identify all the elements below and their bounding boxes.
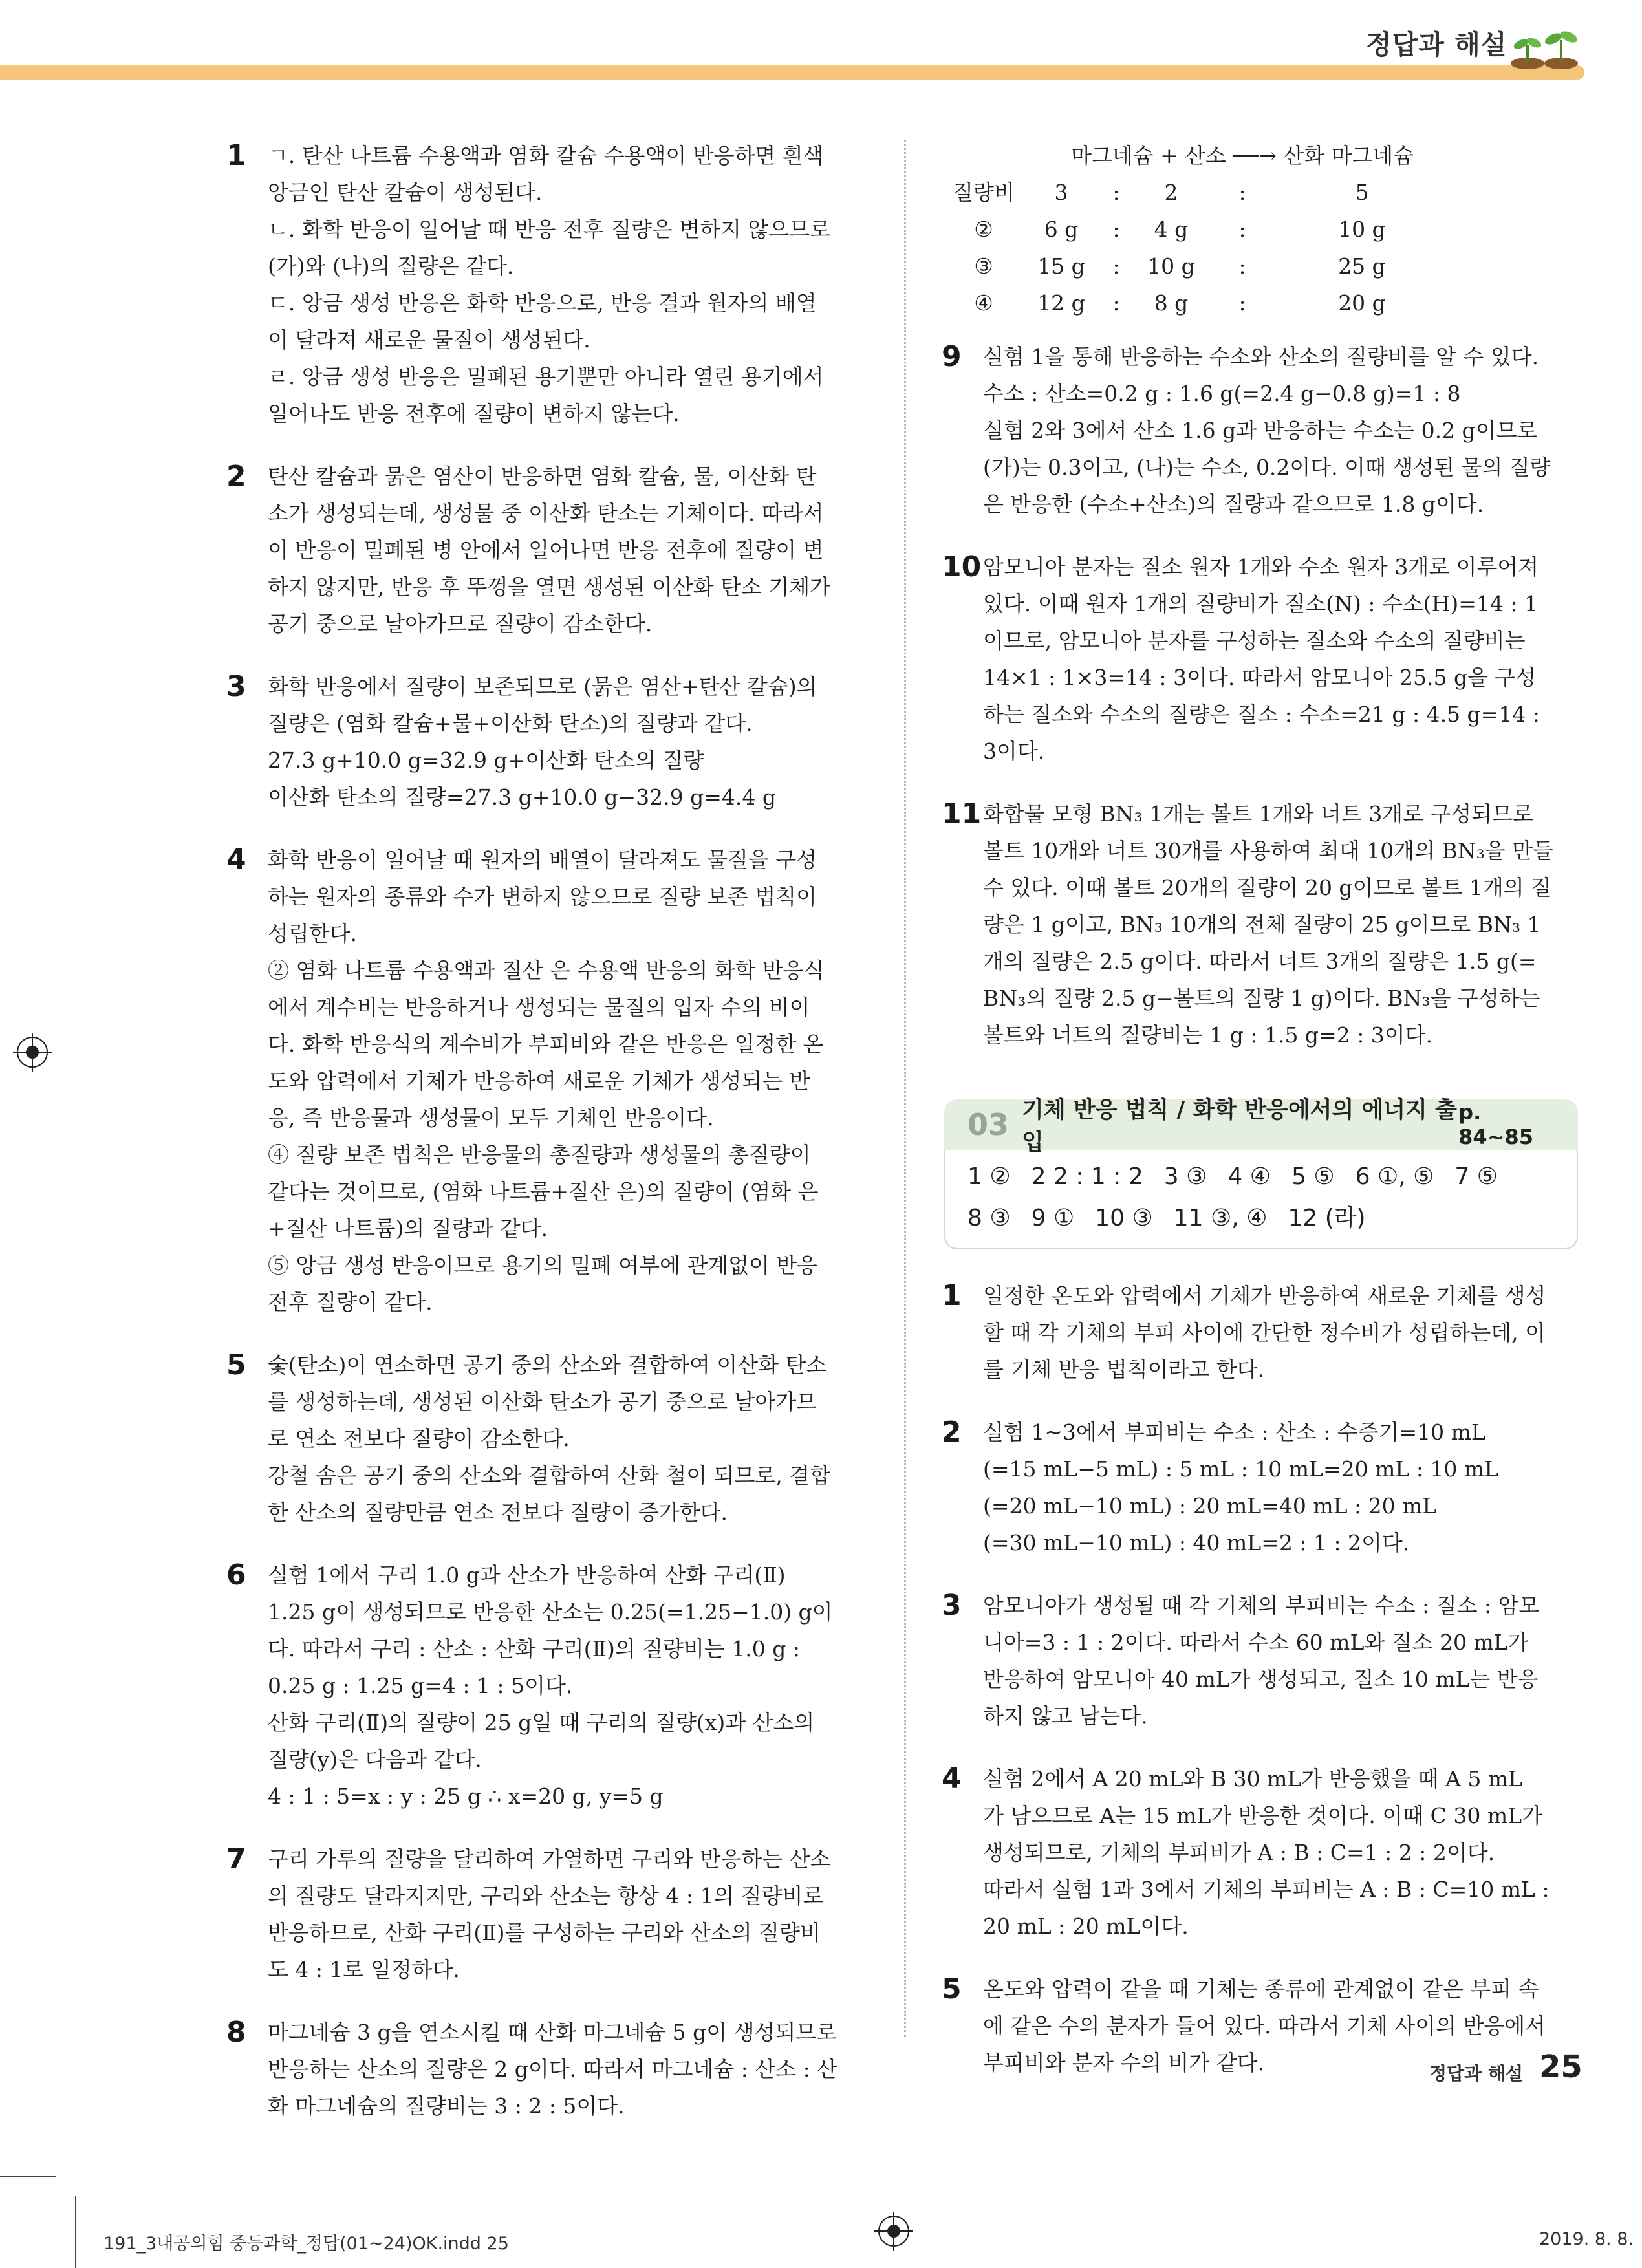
explanation-line: 4 : 1 : 5=x : y : 25 g ∴ x=20 g, y=5 g [268,1784,664,1809]
table-cell: 10 g [1147,254,1195,279]
explanation-line: 도와 압력에서 기체가 반응하여 새로운 기체가 생성되는 반 [268,1068,810,1094]
explanation-line: ② 염화 나트륨 수용액과 질산 은 수용액 반응의 화학 반응식 [268,958,825,983]
explanation-line: 량은 1 g이고, BN₃ 10개의 전체 질량이 25 g이므로 BN₃ 1 [983,912,1541,937]
section-number: 03 [967,1107,1010,1142]
explanation-line: 이산화 탄소의 질량=27.3 g+10.0 g−32.9 g=4.4 g [268,784,776,810]
explanation-line: 탄산 칼슘과 묽은 염산이 반응하면 염화 칼슘, 물, 이산화 탄 [268,464,817,489]
explanation-line: 전후 질량이 같다. [268,1290,433,1315]
explanation-line: 화합물 모형 BN₃ 1개는 볼트 1개와 너트 3개로 구성되므로 [983,801,1533,826]
section-title: 기체 반응 법칙 / 화학 반응에서의 에너지 출입 [1022,1097,1457,1156]
explanation-line: 의 질량도 달라지지만, 구리와 산소는 항상 4 : 1의 질량비로 [268,1883,824,1908]
explanation-line: 화 마그네슘의 질량비는 3 : 2 : 5이다. [268,2093,625,2119]
answer-entry: 8 ③ [967,1205,1011,1231]
explanation-line: (=30 mL−10 mL) : 40 mL=2 : 1 : 2이다. [983,1530,1410,1555]
header-bar [0,65,1584,80]
explanation-line: 니아=3 : 1 : 2이다. 따라서 수소 60 mL와 질소 20 mL가 [983,1630,1529,1655]
explanation-line: 응, 즉 반응물과 생성물이 모두 기체인 반응이다. [268,1105,714,1130]
question-number: 7 [226,1842,246,1875]
explanation-line: 하지 않지만, 반응 후 뚜껑을 열면 생성된 이산화 탄소 기체가 [268,574,830,599]
table-cell: : [1112,290,1120,316]
answer-entry: 6 ①, ⑤ [1355,1163,1434,1190]
explanation-line: 하는 질소와 수소의 질량은 질소 : 수소=21 g : 4.5 g=14 : [983,702,1540,727]
explanation-line: 따라서 실험 1과 3에서 기체의 부피비는 A : B : C=10 mL : [983,1877,1550,1902]
explanation-line: 실험 1을 통해 반응하는 수소와 산소의 질량비를 알 수 있다. [983,344,1539,369]
section-page-ref: p. 84~85 [1458,1100,1534,1149]
explanation-line: 실험 2와 3에서 산소 1.6 g과 반응하는 수소는 0.2 g이므로 [983,418,1538,443]
table-cell: 질량비 [953,180,1015,205]
table-cell: ② [974,217,993,242]
explanation-line: ㄷ. 앙금 생성 반응은 화학 반응으로, 반응 결과 원자의 배열 [268,290,817,316]
explanation-line: 구리 가루의 질량을 달리하여 가열하면 구리와 반응하는 산소 [268,1846,831,1872]
explanation-line: 마그네슘 3 g을 연소시킬 때 산화 마그네슘 5 g이 생성되므로 [268,2020,837,2045]
table-cell: : [1238,290,1246,316]
crop-mark [0,2176,56,2177]
explanation-line: 이 반응이 밀폐된 병 안에서 일어나면 반응 전후에 질량이 변 [268,537,824,563]
explanation-line: 일어나도 반응 전후에 질량이 변하지 않는다. [268,401,680,426]
table-cell: 4 g [1154,217,1189,242]
table-cell: : [1112,217,1120,242]
explanation-line: 강철 솜은 공기 중의 산소와 결합하여 산화 철이 되므로, 결합 [268,1463,830,1488]
explanation-line: 이 달라져 새로운 물질이 생성된다. [268,327,590,352]
explanation-line: 개의 질량은 2.5 g이다. 따라서 너트 3개의 질량은 1.5 g(= [983,949,1537,974]
table-cell: 6 g [1044,217,1079,242]
explanation-line: 은 반응한 (수소+산소)의 질량과 같으므로 1.8 g이다. [983,491,1484,517]
explanation-line: 하지 않고 남는다. [983,1703,1148,1729]
table-cell: 2 [1164,180,1178,205]
file-slug: 191_3내공의힘 중등과학_정답(01~24)OK.indd 25 [103,2234,509,2254]
explanation-line: 다. 화학 반응식의 계수비가 부피비와 같은 반응은 일정한 온 [268,1031,824,1057]
explanation-line: 같다는 것이므로, (염화 나트륨+질산 은)의 질량이 (염화 은 [268,1179,819,1204]
answer-entry: 1 ② [967,1163,1011,1190]
question-number: 4 [942,1762,962,1795]
answer-row [967,1198,1557,1239]
question-number: 3 [226,670,246,703]
explanation-line: 온도와 압력이 같을 때 기체는 종류에 관계없이 같은 부피 속 [983,1976,1539,2002]
explanation-line: 볼트 10개와 너트 30개를 사용하여 최대 10개의 BN₃을 만들 [983,838,1553,863]
table-row [942,248,1579,285]
explanation-line: (가)와 (나)의 질량은 같다. [268,254,514,279]
explanation-line: 공기 중으로 날아가므로 질량이 감소한다. [268,611,653,636]
explanation-line: 에 같은 수의 분자가 들어 있다. 따라서 기체 사이의 반응에서 [983,2013,1546,2038]
explanation-line: 실험 2에서 A 20 mL와 B 30 mL가 반응했을 때 A 5 mL [983,1766,1523,1791]
table-cell: : [1238,254,1246,279]
table-cell: ④ [974,290,993,316]
question-number: 11 [942,797,982,830]
crop-mark [75,2196,76,2268]
table-cell: : [1238,180,1246,205]
explanation-line: +질산 나트륨)의 질량과 같다. [268,1216,548,1241]
explanation-line: 화학 반응이 일어날 때 원자의 배열이 달라져도 물질을 구성 [268,847,817,872]
explanation-line: ㄴ. 화학 반응이 일어날 때 반응 전후 질량은 변하지 않으므로 [268,217,830,242]
mass-ratio-table [942,137,1579,321]
explanation-line: 가 남으므로 A는 15 mL가 반응한 것이다. 이때 C 30 mL가 [983,1803,1542,1828]
answer-entry: 2 2 : 1 : 2 [1031,1163,1143,1190]
question-number: 3 [942,1589,962,1622]
explanation-line: 3이다. [983,739,1045,764]
explanation-line: 도 4 : 1로 일정하다. [268,1957,460,1982]
section-header [944,1097,1578,1156]
explanation-line: 반응하므로, 산화 구리(Ⅱ)를 구성하는 구리와 산소의 질량비 [268,1920,821,1945]
explanation-line: 앙금인 탄산 칼슘이 생성된다. [268,180,543,205]
answer-explanation [226,841,873,1321]
explanation-line: 0.25 g : 1.25 g=4 : 1 : 5이다. [268,1673,573,1698]
left-column [226,137,873,2150]
answer-entry: 7 ⑤ [1454,1163,1498,1190]
table-cell: 5 [1355,180,1369,205]
answer-entry: 4 ④ [1227,1163,1271,1190]
table-cell: 3 [1054,180,1068,205]
column-divider [904,140,906,2037]
explanation-line: 에서 계수비는 반응하거나 생성되는 물질의 입자 수의 비이 [268,995,810,1020]
explanation-line: 일정한 온도와 압력에서 기체가 반응하여 새로운 기체를 생성 [983,1283,1546,1308]
answer-explanation [942,1760,1579,1945]
table-row [942,211,1579,248]
answer-explanation [226,458,873,642]
answer-explanation [226,1346,873,1531]
print-date: 2019. 8. 8. [1539,2229,1634,2249]
question-number: 2 [942,1416,962,1449]
question-number: 4 [226,843,246,876]
explanation-line: 화학 반응에서 질량이 보존되므로 (묽은 염산+탄산 칼슘)의 [268,674,817,699]
explanation-line: 실험 1~3에서 부피비는 수소 : 산소 : 수증기=10 mL [983,1420,1485,1445]
explanation-line: 실험 1에서 구리 1.0 g과 산소가 반응하여 산화 구리(Ⅱ) [268,1562,786,1588]
answer-explanation [942,338,1579,523]
answer-explanation [226,1841,873,1988]
question-number: 5 [942,1972,962,2005]
answer-entry: 9 ① [1031,1205,1075,1231]
table-cell: 12 g [1037,290,1085,316]
answer-entry: 11 ③, ④ [1173,1205,1268,1231]
answer-entry: 3 ③ [1163,1163,1207,1190]
table-cell: : [1112,180,1120,205]
explanation-line: BN₃의 질량 2.5 g−볼트의 질량 1 g)이다. BN₃을 구성하는 [983,986,1540,1011]
explanation-line: 수 있다. 이때 볼트 20개의 질량이 20 g이므로 볼트 1개의 질 [983,875,1552,900]
table-row [942,285,1579,321]
explanation-line: 반응하여 암모니아 40 mL가 생성되고, 질소 10 mL는 반응 [983,1667,1539,1692]
answer-explanation [226,137,873,432]
explanation-line: 하는 원자의 종류와 수가 변하지 않으므로 질량 보존 법칙이 [268,884,817,909]
section-answer-box [944,1099,1578,1249]
explanation-line: 할 때 각 기체의 부피 사이에 간단한 정수비가 성립하는데, 이 [983,1320,1546,1345]
explanation-line: 생성되므로, 기체의 부피비가 A : B : C=1 : 2 : 2이다. [983,1840,1495,1865]
table-cell: 10 g [1338,217,1386,242]
reaction-equation: 마그네슘 + 산소 ──→ 산화 마그네슘 [1071,143,1414,168]
answer-entry: 5 ⑤ [1291,1163,1335,1190]
explanation-line: 를 생성하는데, 생성된 이산화 탄소가 공기 중으로 날아가므 [268,1389,817,1414]
table-cell: 8 g [1154,290,1189,316]
explanation-line: 볼트와 너트의 질량비는 1 g : 1.5 g=2 : 3이다. [983,1022,1433,1048]
explanation-line: 있다. 이때 원자 1개의 질량비가 질소(N) : 수소(H)=14 : 1 [983,591,1538,616]
explanation-line: ㄱ. 탄산 나트륨 수용액과 염화 칼슘 수용액이 반응하면 흰색 [268,143,824,168]
answer-row [967,1156,1557,1198]
explanation-line: 반응하는 산소의 질량은 2 g이다. 따라서 마그네슘 : 산소 : 산 [268,2057,838,2082]
right-column-bottom [942,1277,1579,2107]
answer-key [944,1150,1578,1249]
question-number: 6 [226,1559,246,1592]
sprout-icon [1508,26,1586,71]
explanation-line: (=20 mL−10 mL) : 20 mL=40 mL : 20 mL [983,1493,1437,1518]
question-number: 1 [942,1279,962,1312]
answer-explanation [942,548,1579,770]
header-title: 정답과 해설 [1366,29,1507,60]
explanation-line: 숯(탄소)이 연소하면 공기 중의 산소와 결합하여 이산화 탄소 [268,1352,827,1377]
explanation-line: 1.25 g이 생성되므로 반응한 산소는 0.25(=1.25−1.0) g이 [268,1599,833,1625]
table-cell: : [1238,217,1246,242]
table-row [942,174,1579,211]
explanation-line: 다. 따라서 구리 : 산소 : 산화 구리(Ⅱ)의 질량비는 1.0 g : [268,1636,800,1661]
explanation-line: ⑤ 앙금 생성 반응이므로 용기의 밀폐 여부에 관계없이 반응 [268,1253,818,1278]
answer-entry: 10 ③ [1095,1205,1153,1231]
explanation-line: 부피비와 분자 수의 비가 같다. [983,2050,1264,2075]
explanation-line: 한 산소의 질량만큼 연소 전보다 질량이 증가한다. [268,1500,728,1525]
explanation-line: 산화 구리(Ⅱ)의 질량이 25 g일 때 구리의 질량(x)과 산소의 [268,1710,815,1735]
explanation-line: 질량은 (염화 칼슘+물+이산화 탄소)의 질량과 같다. [268,711,753,736]
answer-explanation [226,1557,873,1815]
question-number: 9 [942,340,962,373]
explanation-line: 질량(y)은 다음과 같다. [268,1747,482,1772]
explanation-line: (가)는 0.3이고, (나)는 수소, 0.2이다. 이때 생성된 물의 질량 [983,455,1551,480]
explanation-line: (=15 mL−5 mL) : 5 mL : 10 mL=20 mL : 10 mL [983,1456,1499,1482]
answer-explanation [942,1277,1579,1388]
question-number: 1 [226,139,246,172]
answer-explanation [942,795,1579,1053]
answer-explanation [942,1587,1579,1734]
explanation-line: 수소 : 산소=0.2 g : 1.6 g(=2.4 g−0.8 g)=1 : 8 [983,381,1461,406]
table-cell: 15 g [1037,254,1085,279]
explanation-line: 암모니아가 생성될 때 각 기체의 부피비는 수소 : 질소 : 암모 [983,1593,1540,1618]
table-cell: : [1112,254,1120,279]
explanation-line: 20 mL : 20 mL이다. [983,1914,1189,1939]
page-number: 25 [1539,2049,1583,2085]
explanation-line: 암모니아 분자는 질소 원자 1개와 수소 원자 3개로 이루어져 [983,554,1539,579]
answer-entry: 12 (라) [1288,1205,1366,1231]
table-cell: 20 g [1338,290,1386,316]
question-number: 2 [226,460,246,493]
footer-label: 정답과 해설 [1429,2063,1523,2084]
right-column-top [942,137,1579,1079]
explanation-line: ④ 질량 보존 법칙은 반응물의 총질량과 생성물의 총질량이 [268,1142,811,1167]
explanation-line: 이므로, 암모니아 분자를 구성하는 질소와 수소의 질량비는 [983,628,1526,653]
explanation-line: 14×1 : 1×3=14 : 3이다. 따라서 암모니아 25.5 g을 구성 [983,665,1537,690]
table-cell: ③ [974,254,993,279]
explanation-line: 로 연소 전보다 질량이 감소한다. [268,1426,570,1451]
question-number: 10 [942,550,982,583]
table-cell: 25 g [1338,254,1386,279]
registration-mark-icon [878,2216,909,2247]
answer-explanation [226,668,873,815]
explanation-line: ㄹ. 앙금 생성 반응은 밀폐된 용기뿐만 아니라 열린 용기에서 [268,364,824,389]
explanation-line: 27.3 g+10.0 g=32.9 g+이산화 탄소의 질량 [268,748,704,773]
explanation-line: 소가 생성되는데, 생성물 중 이산화 탄소는 기체이다. 따라서 [268,501,824,526]
answer-explanation [226,2014,873,2124]
question-number: 5 [226,1348,246,1381]
answer-explanation [942,1414,1579,1561]
explanation-line: 성립한다. [268,921,358,946]
explanation-line: 를 기체 반응 법칙이라고 한다. [983,1357,1264,1382]
registration-mark-icon [17,1037,48,1068]
question-number: 8 [226,2016,246,2049]
